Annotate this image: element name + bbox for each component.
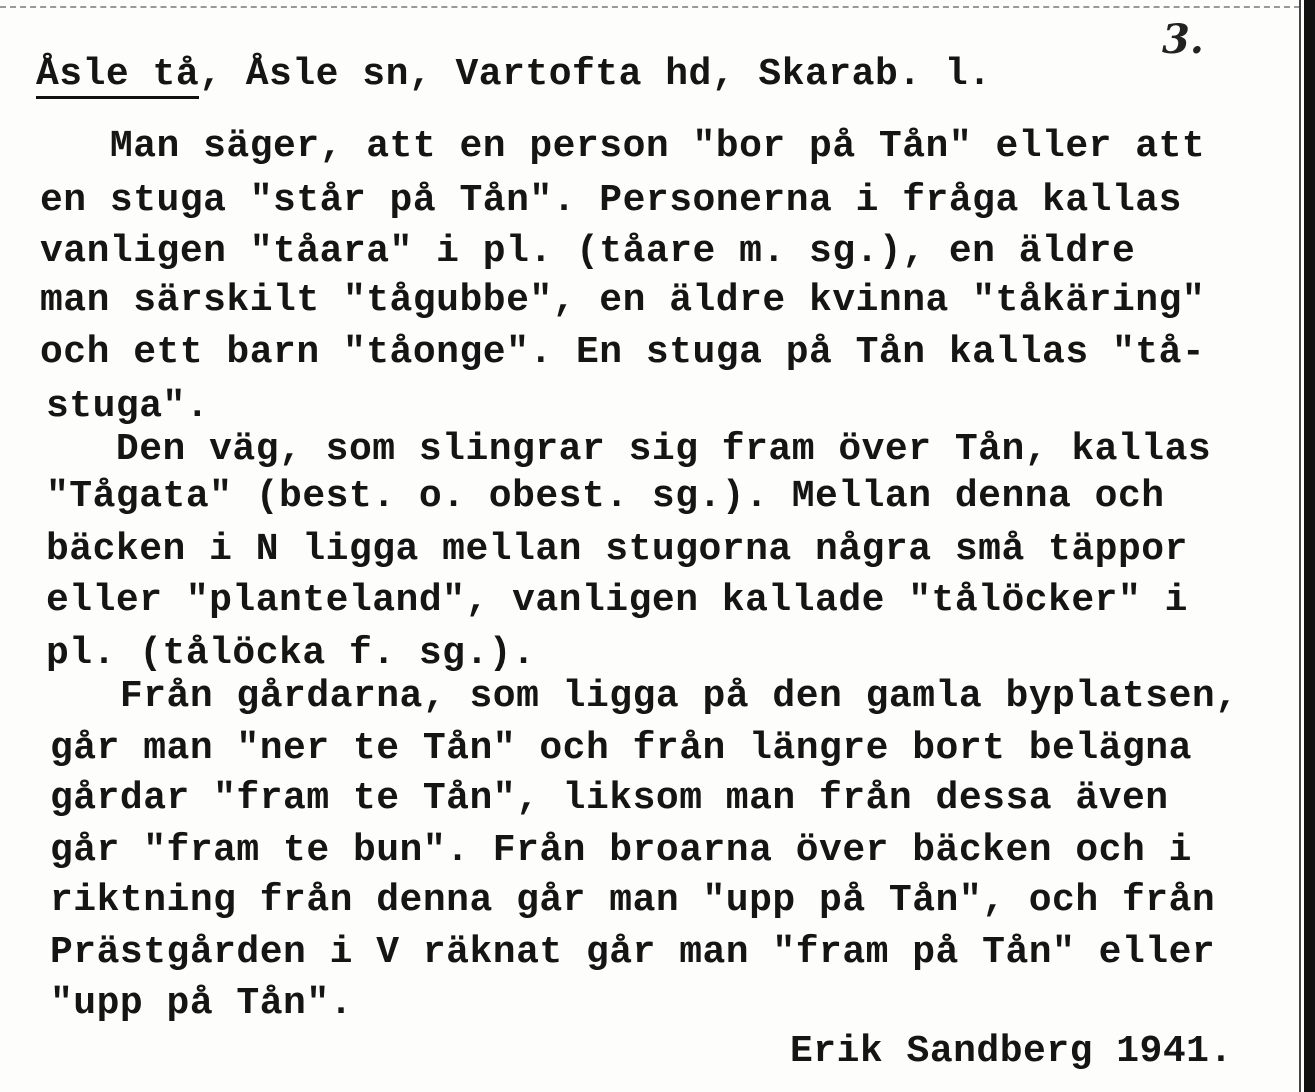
text-line: "Tågata" (best. o. obest. sg.). Mellan denna och bbox=[46, 475, 1165, 518]
header-location: , Åsle sn, Vartofta hd, Skarab. l. bbox=[199, 53, 992, 96]
document-header bbox=[36, 53, 992, 96]
text-line: går "fram te bun". Från broarna över bäcken och i bbox=[50, 829, 1192, 872]
header-place-name: Åsle tå bbox=[36, 53, 199, 99]
text-line: Man säger, att en person "bor på Tån" eller att bbox=[40, 125, 1206, 168]
top-edge-rule bbox=[0, 6, 1300, 8]
page-edge-line bbox=[1299, 0, 1301, 1092]
text-line: "upp på Tån". bbox=[50, 982, 353, 1025]
page-edge-border bbox=[1304, 0, 1315, 1092]
text-line: Från gårdarna, som ligga på den gamla byplatsen, bbox=[50, 675, 1239, 718]
text-line: går man "ner te Tån" och från längre bort belägna bbox=[50, 727, 1192, 770]
text-line: Den väg, som slingrar sig fram över Tån, kallas bbox=[46, 428, 1212, 471]
text-line: pl. (tålöcka f. sg.). bbox=[46, 632, 536, 675]
text-line: stuga". bbox=[46, 385, 210, 428]
text-line: Prästgården i V räknat går man "fram på Tån" eller bbox=[50, 931, 1216, 974]
text-line: eller "planteland", vanligen kallade "tålöcker" i bbox=[46, 579, 1188, 622]
signature: Erik Sandberg 1941. bbox=[790, 1030, 1233, 1073]
text-line: och ett barn "tåonge". En stuga på Tån kallas "tå- bbox=[40, 331, 1206, 374]
text-line: gårdar "fram te Tån", liksom man från dessa även bbox=[50, 777, 1169, 820]
text-line: en stuga "står på Tån". Personerna i fråga kallas bbox=[40, 179, 1182, 222]
text-line: man särskilt "tågubbe", en äldre kvinna "tåkäring" bbox=[40, 279, 1206, 322]
text-line: bäcken i N ligga mellan stugorna några små täppor bbox=[46, 528, 1188, 571]
text-line: vanligen "tåara" i pl. (tåare m. sg.), en äldre bbox=[40, 230, 1136, 273]
text-line: riktning från denna går man "upp på Tån", och från bbox=[50, 879, 1216, 922]
page-number: 3. bbox=[1162, 16, 1204, 63]
